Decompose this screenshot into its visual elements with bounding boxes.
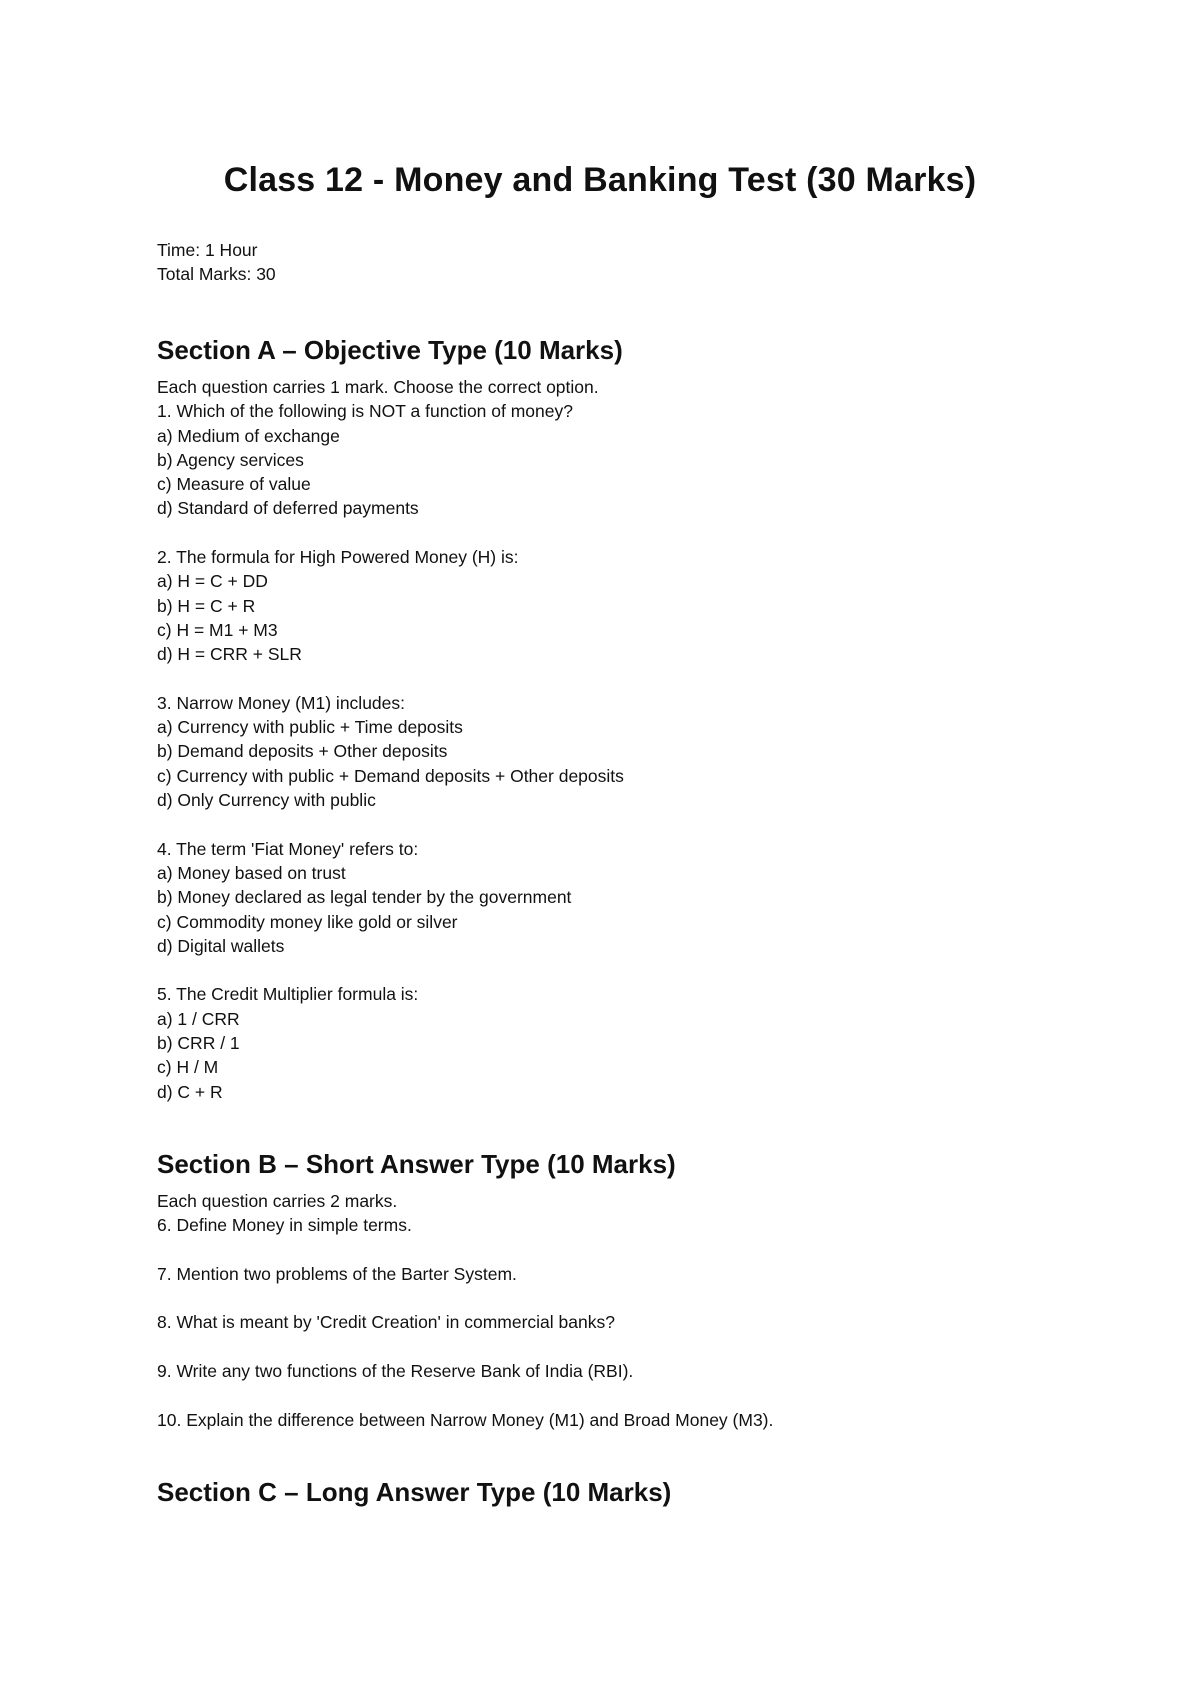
option: d) C + R xyxy=(157,1081,223,1102)
option: d) Standard of deferred payments xyxy=(157,498,419,519)
question-7: 7. Mention two problems of the Barter System. xyxy=(157,1263,517,1284)
option: b) Demand deposits + Other deposits xyxy=(157,741,448,762)
question-text: 4. The term 'Fiat Money' refers to: xyxy=(157,838,419,859)
test-meta xyxy=(157,238,1057,286)
spacer xyxy=(157,1383,1057,1407)
question-text: 1. Which of the following is NOT a function of money? xyxy=(157,401,573,422)
section-a-instruction: Each question carries 1 mark. Choose the correct option. xyxy=(157,377,599,397)
section-a-heading: Section A – Objective Type (10 Marks) xyxy=(157,335,623,365)
option: a) Money based on trust xyxy=(157,862,346,883)
option: a) 1 / CRR xyxy=(157,1008,240,1029)
option: b) H = C + R xyxy=(157,595,256,616)
option: c) Currency with public + Demand deposits + Other deposits xyxy=(157,765,624,786)
spacer xyxy=(157,958,1057,982)
option: c) H = M1 + M3 xyxy=(157,619,278,640)
spacer xyxy=(157,667,1057,691)
option: a) Currency with public + Time deposits xyxy=(157,717,463,738)
option: c) Measure of value xyxy=(157,474,311,495)
option: c) H / M xyxy=(157,1057,219,1078)
question-4 xyxy=(157,837,1057,958)
section-b-instruction: Each question carries 2 marks. xyxy=(157,1190,398,1211)
option: c) Commodity money like gold or silver xyxy=(157,911,458,932)
question-text: 3. Narrow Money (M1) includes: xyxy=(157,692,405,713)
spacer xyxy=(157,812,1057,836)
section-a xyxy=(157,333,1057,1104)
section-c-heading: Section C – Long Answer Type (10 Marks) xyxy=(157,1476,672,1507)
question-10: 10. Explain the difference between Narrow Money (M1) and Broad Money (M3). xyxy=(157,1409,774,1430)
question-2 xyxy=(157,545,1057,666)
option: d) Only Currency with public xyxy=(157,790,376,811)
page-title: Class 12 - Money and Banking Test (30 Marks) xyxy=(223,161,977,199)
question-8: 8. What is meant by 'Credit Creation' in commercial banks? xyxy=(157,1312,615,1333)
spacer xyxy=(157,1286,1057,1310)
document-body xyxy=(157,238,1057,1509)
option: b) CRR / 1 xyxy=(157,1033,240,1054)
option: d) Digital wallets xyxy=(157,935,285,956)
spacer xyxy=(157,1238,1057,1262)
spacer xyxy=(157,1335,1057,1359)
option: a) H = C + DD xyxy=(157,571,268,592)
question-6: 6. Define Money in simple terms. xyxy=(157,1215,412,1236)
option: b) Money declared as legal tender by the government xyxy=(157,887,572,908)
total-marks-line: Total Marks: 30 xyxy=(157,264,276,284)
option: b) Agency services xyxy=(157,449,304,470)
section-b-heading: Section B – Short Answer Type (10 Marks) xyxy=(157,1148,676,1179)
question-text: 2. The formula for High Powered Money (H) is: xyxy=(157,547,519,568)
question-3 xyxy=(157,691,1057,812)
question-text: 5. The Credit Multiplier formula is: xyxy=(157,984,419,1005)
time-line: Time: 1 Hour xyxy=(157,240,258,260)
question-5 xyxy=(157,982,1057,1103)
question-9: 9. Write any two functions of the Reserve Bank of India (RBI). xyxy=(157,1360,634,1381)
question-1 xyxy=(157,399,1057,520)
spacer xyxy=(157,521,1057,545)
option: a) Medium of exchange xyxy=(157,425,340,446)
section-c xyxy=(157,1475,1057,1509)
option: d) H = CRR + SLR xyxy=(157,644,302,665)
section-b xyxy=(157,1147,1057,1432)
